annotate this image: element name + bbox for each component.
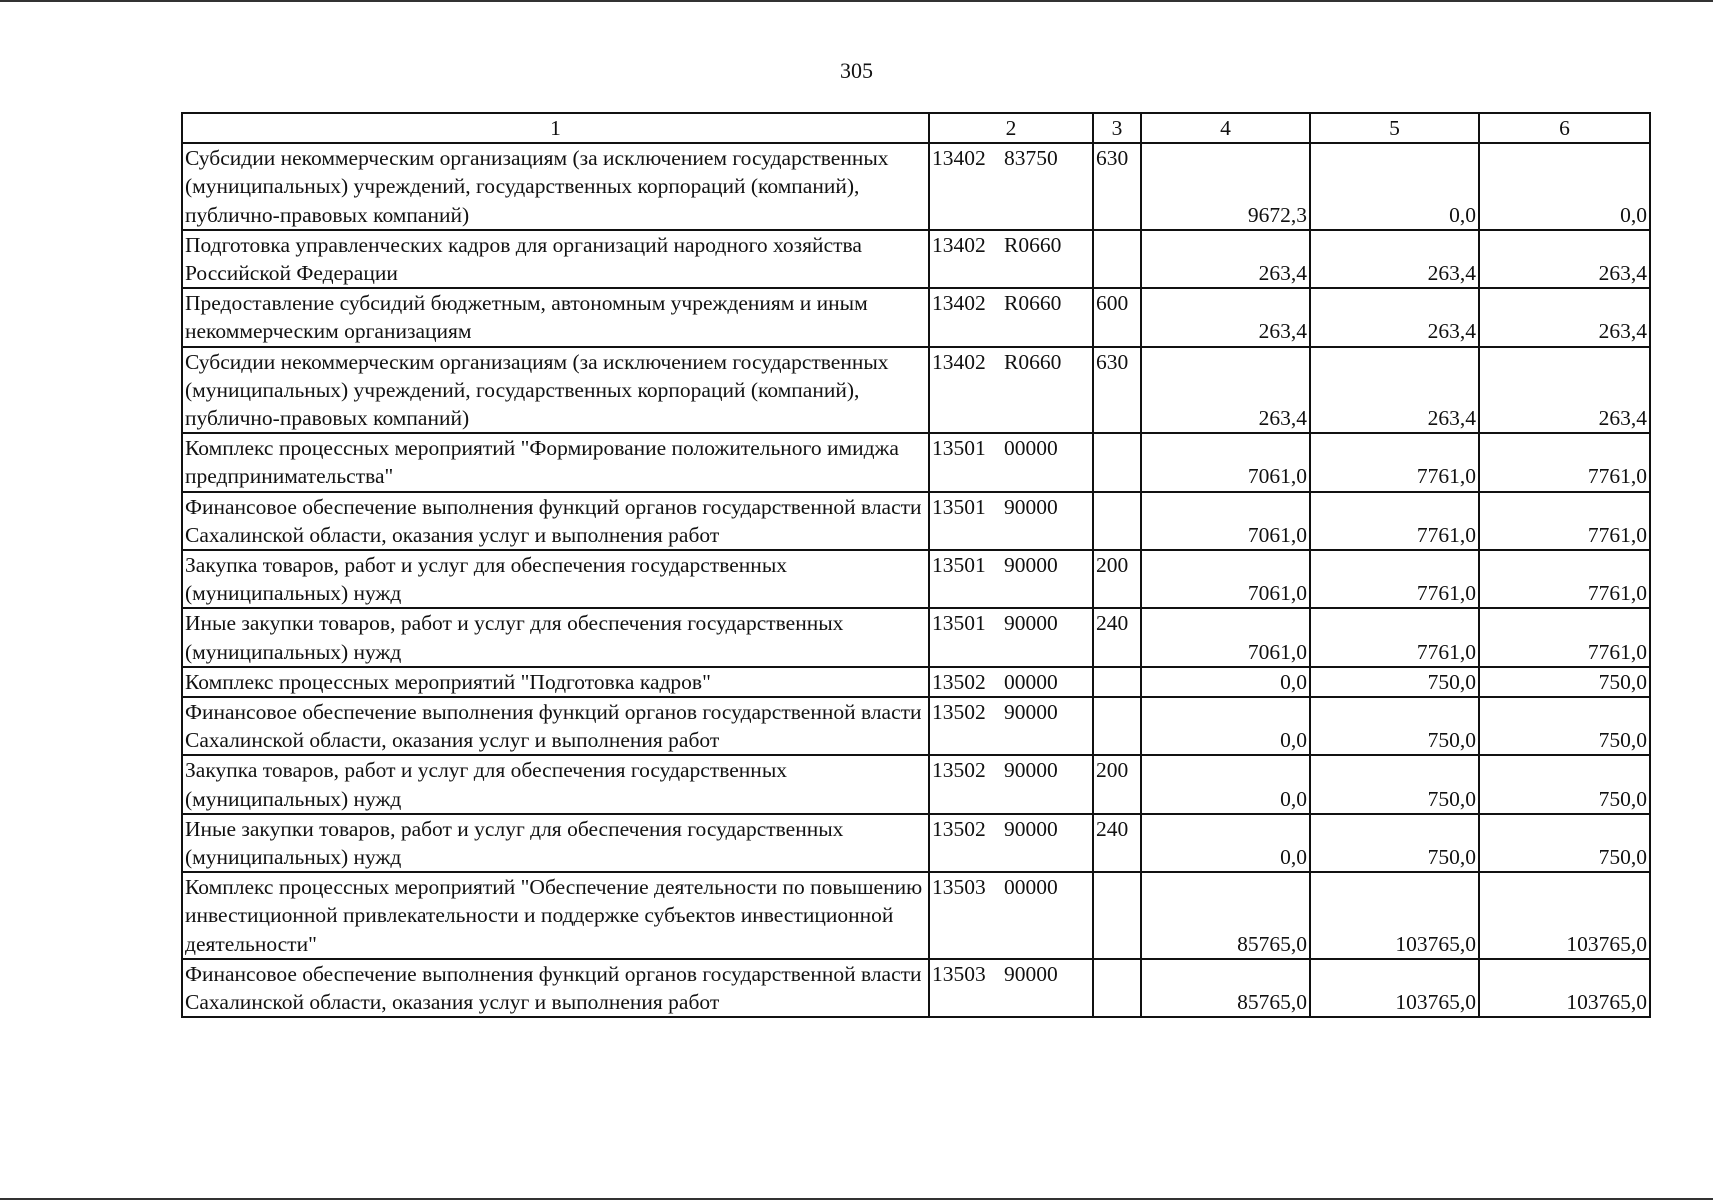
program-code: 13402 (932, 146, 986, 171)
value-col-5: 263,4 (1310, 230, 1479, 288)
expense-type-code (1093, 667, 1141, 697)
table-row (182, 550, 1650, 608)
expense-type-code: 200 (1093, 755, 1141, 813)
expense-type-code: 630 (1093, 347, 1141, 434)
value-col-6: 263,4 (1479, 288, 1650, 346)
value-col-5: 263,4 (1310, 347, 1479, 434)
direction-code: 00000 (1004, 436, 1058, 461)
expense-type-code: 240 (1093, 608, 1141, 666)
column-header-3: 3 (1093, 113, 1141, 143)
row-code (929, 433, 1093, 491)
row-name: Предоставление субсидий бюджетным, автономным учреждениям и иным некоммерческим организациям (182, 288, 929, 346)
program-code: 13501 (932, 611, 986, 636)
value-col-6: 103765,0 (1479, 872, 1650, 959)
row-code (929, 288, 1093, 346)
column-header-6: 6 (1479, 113, 1650, 143)
column-header-2: 2 (929, 113, 1093, 143)
value-col-5: 7761,0 (1310, 550, 1479, 608)
direction-code: 83750 (1004, 146, 1058, 171)
direction-code: R0660 (1004, 349, 1062, 374)
value-col-4: 7061,0 (1141, 550, 1310, 608)
value-col-6: 263,4 (1479, 230, 1650, 288)
row-name: Иные закупки товаров, работ и услуг для обеспечения государственных (муниципальных) нужд (182, 608, 929, 666)
direction-code: R0660 (1004, 291, 1062, 316)
value-col-6: 263,4 (1479, 347, 1650, 434)
row-name: Финансовое обеспечение выполнения функций органов государственной власти Сахалинской области, оказания услуг и выполнения работ (182, 492, 929, 550)
direction-code: 00000 (1004, 875, 1058, 900)
row-name: Субсидии некоммерческим организациям (за исключением государственных (муниципальных) учреждений, государственных корпораций (компаний), публично-правовых компаний) (182, 143, 929, 230)
expense-type-code (1093, 697, 1141, 755)
row-code (929, 230, 1093, 288)
row-name: Закупка товаров, работ и услуг для обеспечения государственных (муниципальных) нужд (182, 550, 929, 608)
value-col-5: 750,0 (1310, 667, 1479, 697)
program-code: 13503 (932, 961, 986, 986)
value-col-4: 0,0 (1141, 697, 1310, 755)
table-row (182, 697, 1650, 755)
value-col-4: 0,0 (1141, 755, 1310, 813)
value-col-6: 7761,0 (1479, 608, 1650, 666)
column-header-1: 1 (182, 113, 929, 143)
row-code (929, 550, 1093, 608)
row-code (929, 755, 1093, 813)
program-code: 13402 (932, 232, 986, 257)
value-col-4: 7061,0 (1141, 608, 1310, 666)
table-row (182, 755, 1650, 813)
value-col-6: 750,0 (1479, 814, 1650, 872)
value-col-5: 0,0 (1310, 143, 1479, 230)
program-code: 13402 (932, 291, 986, 316)
value-col-6: 750,0 (1479, 667, 1650, 697)
program-code: 13501 (932, 553, 986, 578)
value-col-4: 263,4 (1141, 347, 1310, 434)
table-row (182, 347, 1650, 434)
expense-type-code (1093, 433, 1141, 491)
program-code: 13502 (932, 669, 986, 694)
value-col-5: 7761,0 (1310, 492, 1479, 550)
value-col-4: 263,4 (1141, 288, 1310, 346)
value-col-6: 7761,0 (1479, 550, 1650, 608)
expense-type-code: 240 (1093, 814, 1141, 872)
table-row (182, 492, 1650, 550)
row-name: Иные закупки товаров, работ и услуг для обеспечения государственных (муниципальных) нужд (182, 814, 929, 872)
value-col-6: 0,0 (1479, 143, 1650, 230)
table-row (182, 143, 1650, 230)
column-header-4: 4 (1141, 113, 1310, 143)
row-name: Финансовое обеспечение выполнения функций органов государственной власти Сахалинской области, оказания услуг и выполнения работ (182, 959, 929, 1017)
value-col-4: 85765,0 (1141, 872, 1310, 959)
value-col-5: 750,0 (1310, 814, 1479, 872)
program-code: 13502 (932, 700, 986, 725)
row-code (929, 143, 1093, 230)
row-code (929, 872, 1093, 959)
value-col-5: 750,0 (1310, 697, 1479, 755)
value-col-5: 103765,0 (1310, 872, 1479, 959)
expense-type-code (1093, 230, 1141, 288)
direction-code: 90000 (1004, 611, 1058, 636)
expense-type-code: 630 (1093, 143, 1141, 230)
program-code: 13501 (932, 494, 986, 519)
scan-edge-top (0, 0, 1713, 2)
table-row (182, 288, 1650, 346)
row-code (929, 347, 1093, 434)
row-name: Комплекс процессных мероприятий "Подготовка кадров" (182, 667, 929, 697)
value-col-4: 7061,0 (1141, 433, 1310, 491)
program-code: 13502 (932, 758, 986, 783)
value-col-5: 263,4 (1310, 288, 1479, 346)
value-col-6: 7761,0 (1479, 433, 1650, 491)
expense-type-code (1093, 872, 1141, 959)
row-name: Комплекс процессных мероприятий "Формирование положительного имиджа предпринимательства" (182, 433, 929, 491)
table-row (182, 667, 1650, 697)
value-col-6: 750,0 (1479, 697, 1650, 755)
row-code (929, 492, 1093, 550)
value-col-6: 103765,0 (1479, 959, 1650, 1017)
value-col-4: 9672,3 (1141, 143, 1310, 230)
value-col-6: 7761,0 (1479, 492, 1650, 550)
table-row (182, 433, 1650, 491)
direction-code: 90000 (1004, 758, 1058, 783)
row-code (929, 667, 1093, 697)
direction-code: 90000 (1004, 553, 1058, 578)
row-name: Финансовое обеспечение выполнения функций органов государственной власти Сахалинской области, оказания услуг и выполнения работ (182, 697, 929, 755)
table-row (182, 608, 1650, 666)
table-row (182, 814, 1650, 872)
direction-code: 90000 (1004, 961, 1058, 986)
value-col-4: 0,0 (1141, 667, 1310, 697)
header-row (182, 113, 1650, 143)
table-row (182, 959, 1650, 1017)
value-col-5: 103765,0 (1310, 959, 1479, 1017)
budget-table (181, 112, 1651, 1018)
page-number: 305 (840, 58, 873, 83)
value-col-4: 0,0 (1141, 814, 1310, 872)
row-name: Субсидии некоммерческим организациям (за исключением государственных (муниципальных) учреждений, государственных корпораций (компаний), публично-правовых компаний) (182, 347, 929, 434)
expense-type-code: 600 (1093, 288, 1141, 346)
value-col-5: 7761,0 (1310, 608, 1479, 666)
row-code (929, 814, 1093, 872)
value-col-5: 750,0 (1310, 755, 1479, 813)
table-body (182, 143, 1650, 1017)
value-col-5: 7761,0 (1310, 433, 1479, 491)
row-code (929, 697, 1093, 755)
direction-code: R0660 (1004, 232, 1062, 257)
row-name: Подготовка управленческих кадров для организаций народного хозяйства Российской Федерации (182, 230, 929, 288)
program-code: 13501 (932, 436, 986, 461)
value-col-4: 85765,0 (1141, 959, 1310, 1017)
row-name: Комплекс процессных мероприятий "Обеспечение деятельности по повышению инвестиционной привлекательности и поддержке субъектов инвестиционной деятельности" (182, 872, 929, 959)
direction-code: 90000 (1004, 700, 1058, 725)
expense-type-code: 200 (1093, 550, 1141, 608)
program-code: 13402 (932, 349, 986, 374)
direction-code: 90000 (1004, 816, 1058, 841)
direction-code: 00000 (1004, 669, 1058, 694)
column-header-5: 5 (1310, 113, 1479, 143)
expense-type-code (1093, 492, 1141, 550)
row-name: Закупка товаров, работ и услуг для обеспечения государственных (муниципальных) нужд (182, 755, 929, 813)
value-col-4: 263,4 (1141, 230, 1310, 288)
expense-type-code (1093, 959, 1141, 1017)
table-row (182, 872, 1650, 959)
program-code: 13502 (932, 816, 986, 841)
value-col-6: 750,0 (1479, 755, 1650, 813)
table-row (182, 230, 1650, 288)
direction-code: 90000 (1004, 494, 1058, 519)
row-code (929, 959, 1093, 1017)
value-col-4: 7061,0 (1141, 492, 1310, 550)
program-code: 13503 (932, 875, 986, 900)
row-code (929, 608, 1093, 666)
